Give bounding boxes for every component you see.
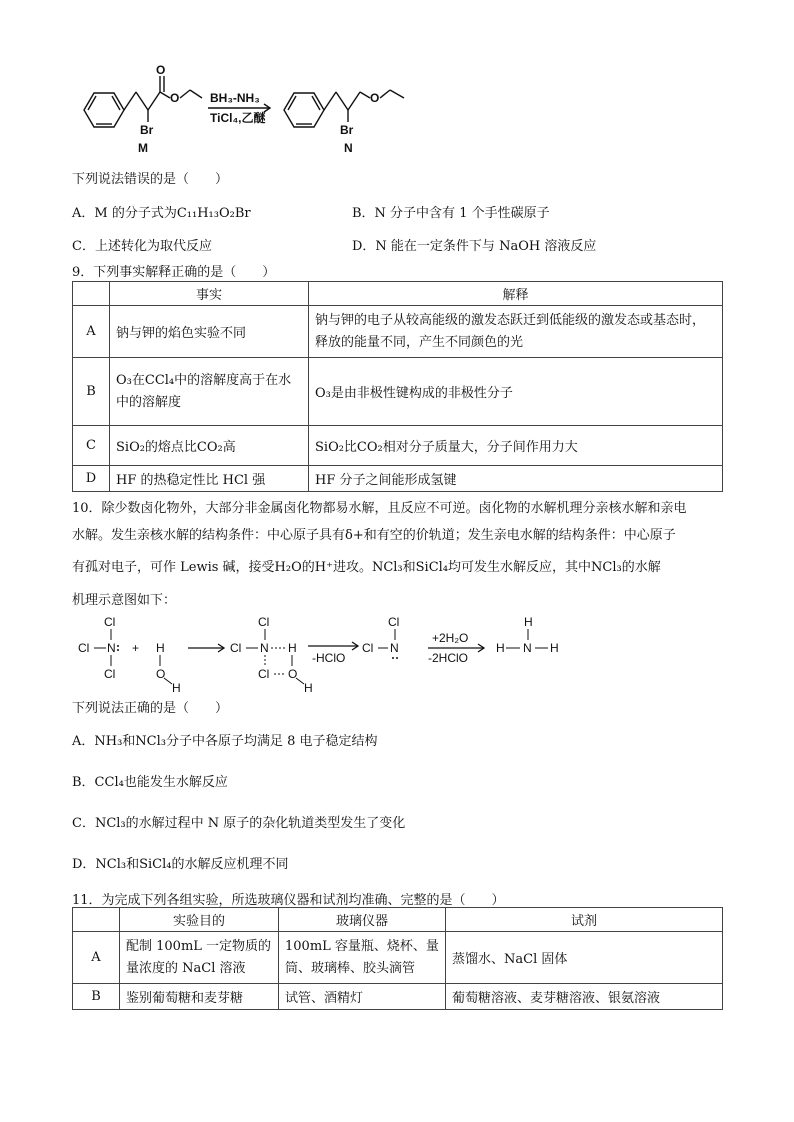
svg-text:N: N [523,641,532,655]
q10-line3: 有孤对电子，可作 Lewis 碱，接受H₂O的H⁺进攻。NCl₃和SiCl₄均可发生水解反应，其中NCl₃的水解 [72,560,661,575]
q8-option-d: D．N 能在一定条件下与 NaOH 溶液反应 [352,239,597,254]
q10-option-d: D．NCl₃和SiCl₄的水解反应机理不同 [72,857,289,872]
q10-line4: 机理示意图如下： [72,593,177,608]
n-br: Br [340,123,354,137]
svg-text:H: H [304,681,313,694]
svg-text:Cl: Cl [258,615,270,629]
reaction-scheme [70,60,430,160]
q9-header-explain: 解释 [309,282,723,306]
arrow2-bottom: -2HClO [428,651,469,665]
q10-option-a: A．NH₃和NCl₃分子中各原子均满足 8 电子稳定结构 [72,734,378,749]
svg-text:N: N [107,641,116,655]
q9-stem: 9．下列事实解释正确的是（ ） [72,265,276,280]
svg-text:Cl: Cl [78,641,90,655]
svg-text:Cl: Cl [362,641,374,655]
q11-header-reagent: 试剂 [446,908,723,932]
q11-header-purpose: 实验目的 [120,908,279,932]
m-ester-o: O [170,91,180,105]
q9-table: 事实 解释 A 钠与钾的焰色实验不同 钠与钾的电子从较高能级的激发态跃迁到低能级的激发态或基态时，释放的能量不同，产生不同颜色的光 B O₃在CCl₄中的溶解度高于在水中的溶解度 O₃是由非极性键构成的非极性分子 C SiO₂的熔点比CO₂高 SiO₂比CO₂相对分子质量大，分子间作用力大 D HF 的热稳定性比 HCl 强 HF 分子之间能形成氢键 [72,281,723,492]
q11-table: 实验目的 玻璃仪器 试剂 A 配制 100mL 一定物质的量浓度的 NaCl 溶液 100mL 容量瓶、烧杯、量筒、玻璃棒、胶头滴管 蒸馏水、NaCl 固体 B 鉴别葡萄糖和麦芽糖 试管、酒精灯 葡萄糖溶液、麦芽糖溶液、银氨溶液 [72,907,723,1010]
svg-text:Cl: Cl [104,615,116,629]
q10-line1: 10．除少数卤化物外，大部分非金属卤化物都易水解，且反应不可逆。卤化物的水解机理分亲核水解和亲电 [72,501,687,516]
reagent-bottom: TiCl₄,乙醚 [210,111,266,125]
svg-text:H: H [496,641,505,655]
q8-option-a: A．M 的分子式为C₁₁H₁₃O₂Br [72,206,251,221]
m-label: M [138,141,148,155]
hydrolysis-mechanism [74,612,594,694]
svg-text:H: H [288,641,297,655]
n-ether-o: O [370,91,380,105]
q8-option-b: B．N 分子中含有 1 个手性碳原子 [352,206,550,221]
svg-text:+: + [132,641,140,655]
reagent-top: BH₃-NH₃ [210,91,260,105]
svg-text:H: H [524,615,533,629]
m-br: Br [140,123,154,137]
svg-text:N: N [390,641,399,655]
q8-option-c: C．上述转化为取代反应 [72,239,212,254]
q11-stem: 11．为完成下列各组实验，所选玻璃仪器和试剂均准确、完整的是（ ） [72,893,505,908]
arrow1-bottom: -HClO [312,651,346,665]
svg-text:H: H [172,681,181,694]
m-carbonyl-o: O [156,63,166,77]
q11-header-glass: 玻璃仪器 [279,908,446,932]
arrow2-top: +2H₂O [432,631,469,645]
q9-header-fact: 事实 [110,282,309,306]
svg-text:Cl: Cl [388,615,400,629]
svg-text:O: O [288,667,298,681]
svg-text:Cl: Cl [104,667,116,681]
q10-line2: 水解。发生亲核水解的结构条件：中心原子具有δ+和有空的价轨道；发生亲电水解的结构条件：中心原子 [72,528,676,543]
svg-text:Cl: Cl [258,667,270,681]
svg-text:H: H [550,641,559,655]
q8-stem: 下列说法错误的是（ ） [72,172,229,187]
svg-text:N: N [260,641,269,655]
q10-stem: 下列说法正确的是（ ） [72,701,229,716]
svg-text:H: H [156,641,165,655]
n-label: N [344,141,353,155]
q10-option-c: C．NCl₃的水解过程中 N 原子的杂化轨道类型发生了变化 [72,816,406,831]
q10-option-b: B．CCl₄也能发生水解反应 [72,775,228,790]
svg-text:Cl: Cl [230,641,242,655]
svg-text:O: O [156,667,166,681]
